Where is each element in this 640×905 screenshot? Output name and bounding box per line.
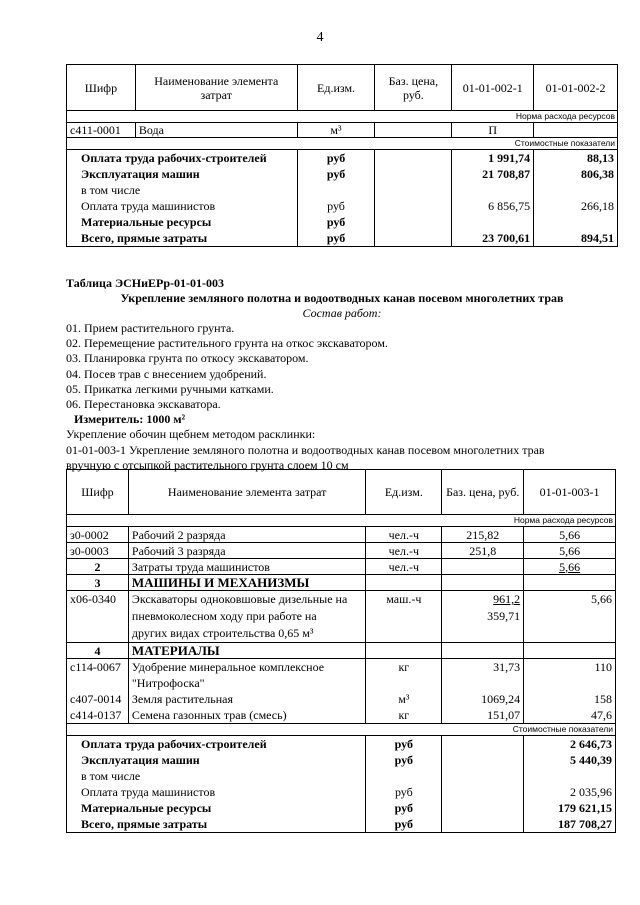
cost-name: Эксплуатация машин — [67, 166, 298, 182]
row-v1: 5,66 — [524, 543, 616, 559]
material-unit: м³ — [366, 691, 442, 707]
cost-name: Материальные ресурсы — [67, 214, 298, 230]
material-unit: кг — [366, 707, 442, 724]
cost-unit: руб — [366, 736, 442, 753]
row-base: 215,82 — [442, 527, 524, 543]
cost-v1: 23 700,61 — [452, 230, 534, 247]
cost-unit: руб — [366, 816, 442, 833]
material-code: с114-0067 — [67, 659, 129, 692]
cost-unit: руб — [297, 230, 375, 247]
machine-code: х06-0340 — [67, 591, 129, 643]
item-line-2: вручную с отсыпкой растительного грунта слоем 10 см — [66, 457, 349, 472]
cost-v2: 894,51 — [534, 230, 618, 247]
material-code: с414-0137 — [67, 707, 129, 724]
cost-v1: 5 440,39 — [524, 752, 616, 768]
work-item: 04. Посев трав с внесением удобрений. — [66, 366, 267, 381]
page-number: 4 — [316, 30, 324, 45]
cost-table-1 — [66, 64, 618, 247]
cost-unit: руб — [366, 784, 442, 800]
machine-v1: 5,66 — [524, 591, 616, 643]
material-name-line: Семена газонных трав (смесь) — [128, 707, 366, 724]
header-name: Наименование элемента затрат — [128, 470, 366, 515]
machines-title: МАШИНЫ И МЕХАНИЗМЫ — [128, 575, 366, 591]
header-code: Шифр — [67, 470, 129, 515]
cost-v1: 2 035,96 — [524, 784, 616, 800]
works-list — [66, 321, 626, 473]
row-code: з0-0003 — [67, 543, 129, 559]
resource-v2 — [534, 123, 618, 138]
materials-title: МАТЕРИАЛЫ — [128, 643, 366, 659]
cost-name: в том числе — [67, 768, 366, 784]
cost-name: в том числе — [67, 182, 298, 198]
note: Укрепление обочин щебнем методом расклинки: — [66, 427, 316, 442]
work-item: 06. Перестановка экскаватора. — [66, 397, 221, 412]
table-subtitle: Укрепление земляного полотна и водоотводных канав посевом многолетних трав — [120, 291, 564, 305]
row-unit: чел.-ч — [366, 527, 442, 543]
header-unit: Ед.изм. — [366, 470, 442, 515]
cost-unit: руб — [297, 214, 375, 230]
header-col-2: 01-01-002-2 — [534, 65, 618, 111]
cost-name: Материальные ресурсы — [67, 800, 366, 816]
cost-v1: 21 708,87 — [452, 166, 534, 182]
header-code: Шифр — [67, 65, 136, 111]
resource-v1: П — [452, 123, 534, 138]
cost-unit: руб — [297, 198, 375, 214]
row-base — [442, 559, 524, 575]
machines-number: 3 — [67, 575, 129, 591]
material-v1: 110 — [524, 659, 616, 692]
composition-title: Состав работ: — [302, 306, 382, 320]
cost-name: Оплата труда машинистов — [67, 784, 366, 800]
header-base-price: Баз. цена, руб. — [442, 470, 524, 515]
row-code: з0-0002 — [67, 527, 129, 543]
resource-code: с411-0001 — [67, 123, 136, 138]
cost-v1: 1 991,74 — [452, 150, 534, 167]
material-name-line: "Нитрофоска" — [131, 676, 205, 690]
section-costs-label: Стоимостные показатели — [67, 138, 618, 150]
cost-v1: 187 708,27 — [524, 816, 616, 833]
cost-name: Эксплуатация машин — [67, 752, 366, 768]
header-unit: Ед.изм. — [297, 65, 375, 111]
material-v1: 47,6 — [524, 707, 616, 724]
machine-name-line: пневмоколесном ходу при работе на — [131, 609, 317, 623]
cost-v2: 806,38 — [534, 166, 618, 182]
row-name: Затраты труда машинистов — [128, 559, 366, 575]
resource-base — [375, 123, 452, 138]
cost-name: Всего, прямые затраты — [67, 230, 298, 247]
row-v1: 5,66 — [524, 559, 616, 575]
cost-v1: 179 621,15 — [524, 800, 616, 816]
machine-name-line: Экскаваторы одноковшовые дизельные на — [131, 592, 348, 606]
row-unit: чел.-ч — [366, 559, 442, 575]
cost-table-2 — [66, 469, 616, 833]
machine-base-2: 359,71 — [487, 609, 521, 623]
materials-number: 4 — [67, 643, 129, 659]
machine-base-1: 961,2 — [493, 592, 521, 606]
row-unit: чел.-ч — [366, 543, 442, 559]
material-base: 31,73 — [442, 659, 524, 692]
cost-v1: 2 646,73 — [524, 736, 616, 753]
work-item: 01. Прием растительного грунта. — [66, 321, 235, 335]
meter: Измеритель: 1000 м² — [74, 412, 186, 427]
cost-v2: 88,13 — [534, 150, 618, 167]
cost-name: Оплата труда рабочих-строителей — [67, 736, 366, 753]
row-name: Рабочий 3 разряда — [128, 543, 366, 559]
header-col-1: 01-01-003-1 — [524, 470, 616, 515]
cost-name: Всего, прямые затраты — [67, 816, 366, 833]
work-item: 05. Прикатка легкими ручными катками. — [66, 381, 274, 396]
table-title: Таблица ЭСНиЕРр-01-01-003 — [66, 276, 225, 290]
material-code: с407-0014 — [67, 691, 129, 707]
section-resources-label: Норма расхода ресурсов — [67, 111, 618, 123]
row-v1: 5,66 — [524, 527, 616, 543]
material-name-line: Земля растительная — [128, 691, 366, 707]
cost-v1: 6 856,75 — [452, 198, 534, 214]
material-v1: 158 — [524, 691, 616, 707]
section-costs-label: Стоимостные показатели — [67, 724, 616, 736]
machine-name-line: других видах строительства 0,65 м³ — [131, 626, 314, 640]
section-resources-label: Норма расхода ресурсов — [67, 515, 616, 527]
row-name: Рабочий 2 разряда — [128, 527, 366, 543]
material-name-line: Удобрение минеральное комплексное — [131, 660, 325, 674]
row-code: 2 — [67, 559, 129, 575]
work-item: 03. Планировка грунта по откосу экскаватором. — [66, 351, 309, 366]
item-line-1: 01-01-003-1 Укрепление земляного полотна и водоотводных канав посевом многолетних трав — [66, 442, 545, 457]
header-name: Наименование элемента затрат — [135, 65, 297, 111]
machine-unit: маш.-ч — [366, 591, 442, 643]
resource-unit: м³ — [297, 123, 375, 138]
material-base: 151,07 — [442, 707, 524, 724]
cost-unit: руб — [297, 150, 375, 167]
header-base-price: Баз. цена, руб. — [375, 65, 452, 111]
cost-unit: руб — [366, 752, 442, 768]
cost-name: Оплата труда рабочих-строителей — [67, 150, 298, 167]
row-base: 251,8 — [442, 543, 524, 559]
material-unit: кг — [366, 659, 442, 692]
cost-unit: руб — [366, 800, 442, 816]
work-item: 02. Перемещение растительного грунта на откос экскаватором. — [66, 336, 388, 351]
cost-v2: 266,18 — [534, 198, 618, 214]
material-base: 1069,24 — [442, 691, 524, 707]
cost-name: Оплата труда машинистов — [67, 198, 298, 214]
cost-unit: руб — [297, 166, 375, 182]
resource-name: Вода — [135, 123, 297, 138]
header-col-1: 01-01-002-1 — [452, 65, 534, 111]
